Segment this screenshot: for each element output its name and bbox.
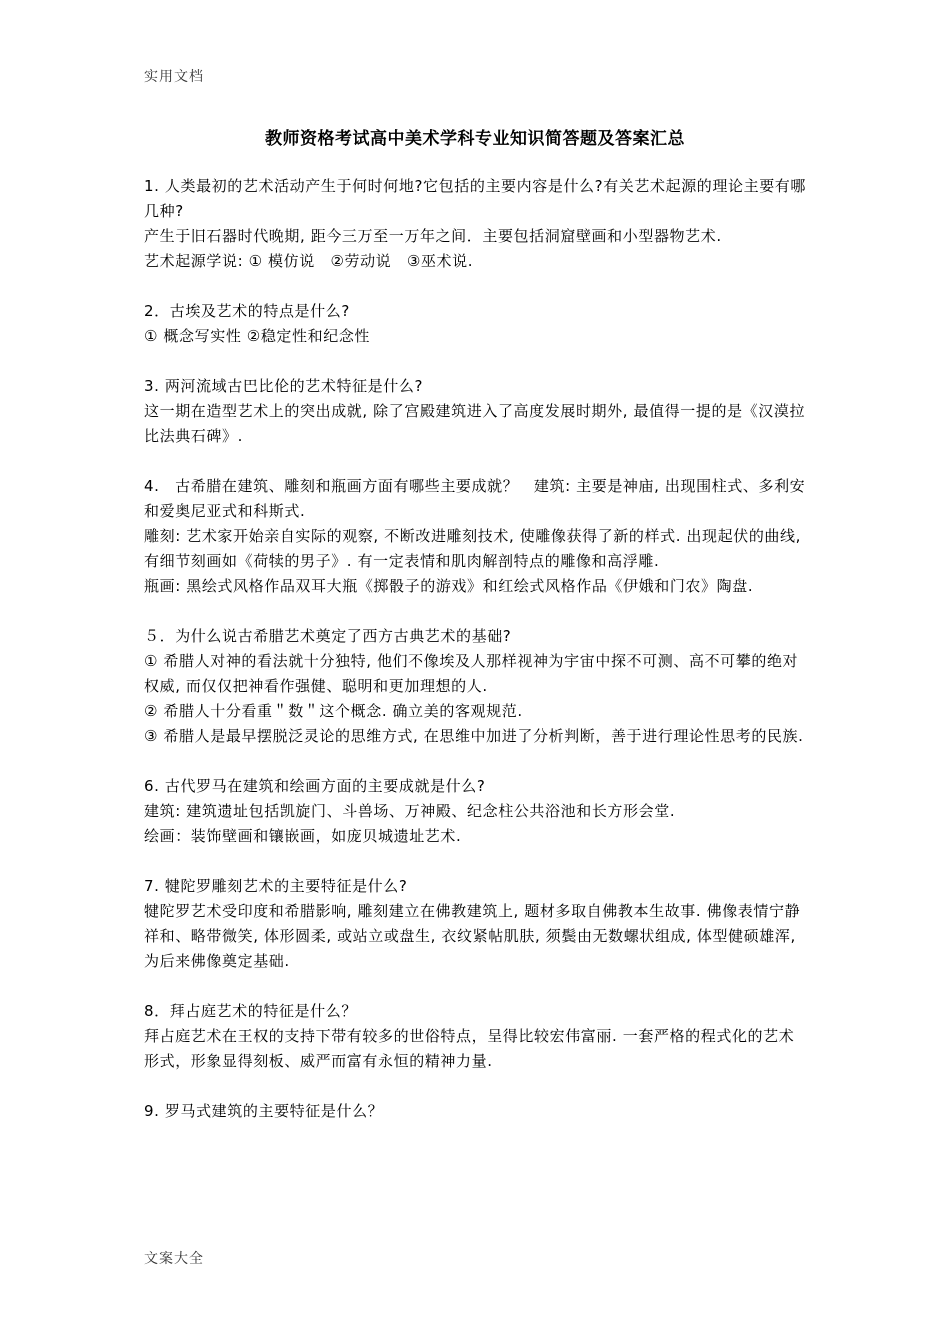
- answer-text: 建筑: 建筑遗址包括凯旋门、斗兽场、万神殿、纪念柱公共浴池和长方形会堂.: [144, 802, 676, 820]
- question-text: 1. 人类最初的艺术活动产生于何时何地?它包括的主要内容是什么?有关艺术起源的理论主要有哪几种?: [144, 177, 807, 220]
- qa-item-8: [144, 999, 808, 1074]
- question-text: 6. 古代罗马在建筑和绘画方面的主要成就是什么?: [144, 777, 486, 795]
- answer-text: ① 概念写实性 ②稳定性和纪念性: [144, 327, 371, 345]
- qa-item-7: [144, 874, 808, 974]
- question-text: 8．拜占庭艺术的特征是什么？: [144, 1002, 357, 1020]
- answer-text: 犍陀罗艺术受印度和希腊影响, 雕刻建立在佛教建筑上, 题材多取自佛教本生故事. 佛像表情宁静祥和、略带微笑, 体形圆柔, 或站立或盘生, 衣纹紧帖肌肤, 须鬓由无数螺状组成, 体型健硕雄浑, 为后来佛像奠定基础.: [144, 902, 801, 970]
- question-text: 9. 罗马式建筑的主要特征是什么？: [144, 1102, 384, 1120]
- qa-item-5: [144, 624, 808, 749]
- answer-text: 瓶画: 黑绘式风格作品双耳大瓶《掷骰子的游戏》和红绘式风格作品《伊娥和门农》陶盘.: [144, 577, 754, 595]
- answer-text: 拜占庭艺术在王权的支持下带有较多的世俗特点，呈得比较宏伟富丽. 一套严格的程式化的艺术形式，形象显得刻板、威严而富有永恒的精神力量.: [144, 1027, 795, 1070]
- document-body: [144, 174, 808, 1149]
- answer-text: 绘画：装饰壁画和镶嵌画，如庞贝城遗址艺术.: [144, 827, 462, 845]
- qa-item-4: [144, 474, 808, 599]
- document-title: 教师资格考试高中美术学科专业知识简答题及答案汇总: [265, 129, 685, 149]
- page-footer-label: 文案大全: [144, 1251, 204, 1267]
- answer-text: 这一期在造型艺术上的突出成就, 除了宫殿建筑进入了高度发展时期外, 最值得一提的是《汉漠拉比法典石碑》.: [144, 402, 806, 445]
- answer-text: 艺术起源学说: ① 模仿说 ②劳动说 ③巫术说.: [144, 252, 474, 270]
- question-text: 3. 两河流域古巴比伦的艺术特征是什么?: [144, 377, 424, 395]
- answer-text: ① 希腊人对神的看法就十分独特, 他们不像埃及人那样视神为宇宙中探不可测、高不可攀的绝对权威, 而仅仅把神看作强健、聪明和更加理想的人.: [144, 652, 799, 695]
- page-header-label: 实用文档: [144, 69, 204, 85]
- answer-text: ② 希腊人十分看重＂数＂这个概念. 确立美的客观规范.: [144, 702, 523, 720]
- question-text: ５．为什么说古希腊艺术奠定了西方古典艺术的基础?: [144, 627, 512, 645]
- qa-item-6: [144, 774, 808, 849]
- answer-text: ③ 希腊人是最早摆脱泛灵论的思维方式, 在思维中加进了分析判断，善于进行理论性思考的民族.: [144, 727, 804, 745]
- question-text: 7. 犍陀罗雕刻艺术的主要特征是什么?: [144, 877, 408, 895]
- qa-item-9: [144, 1099, 808, 1124]
- question-text: 4. 古希腊在建筑、雕刻和瓶画方面有哪些主要成就？ 建筑: 主要是神庙, 出现围柱式、多利安和爱奥尼亚式和科斯式.: [144, 477, 806, 520]
- qa-item-3: [144, 374, 808, 449]
- answer-text: 雕刻: 艺术家开始亲自实际的观察, 不断改进雕刻技术, 使雕像获得了新的样式. 出现起伏的曲线, 有细节刻画如《荷犊的男子》. 有一定表情和肌肉解剖特点的雕像和高浮雕.: [144, 527, 802, 570]
- question-text: 2．古埃及艺术的特点是什么?: [144, 302, 350, 320]
- qa-item-1: [144, 174, 808, 274]
- answer-text: 产生于旧石器时代晚期, 距今三万至一万年之间．主要包括洞窟壁画和小型器物艺术.: [144, 227, 722, 245]
- qa-item-2: [144, 299, 808, 349]
